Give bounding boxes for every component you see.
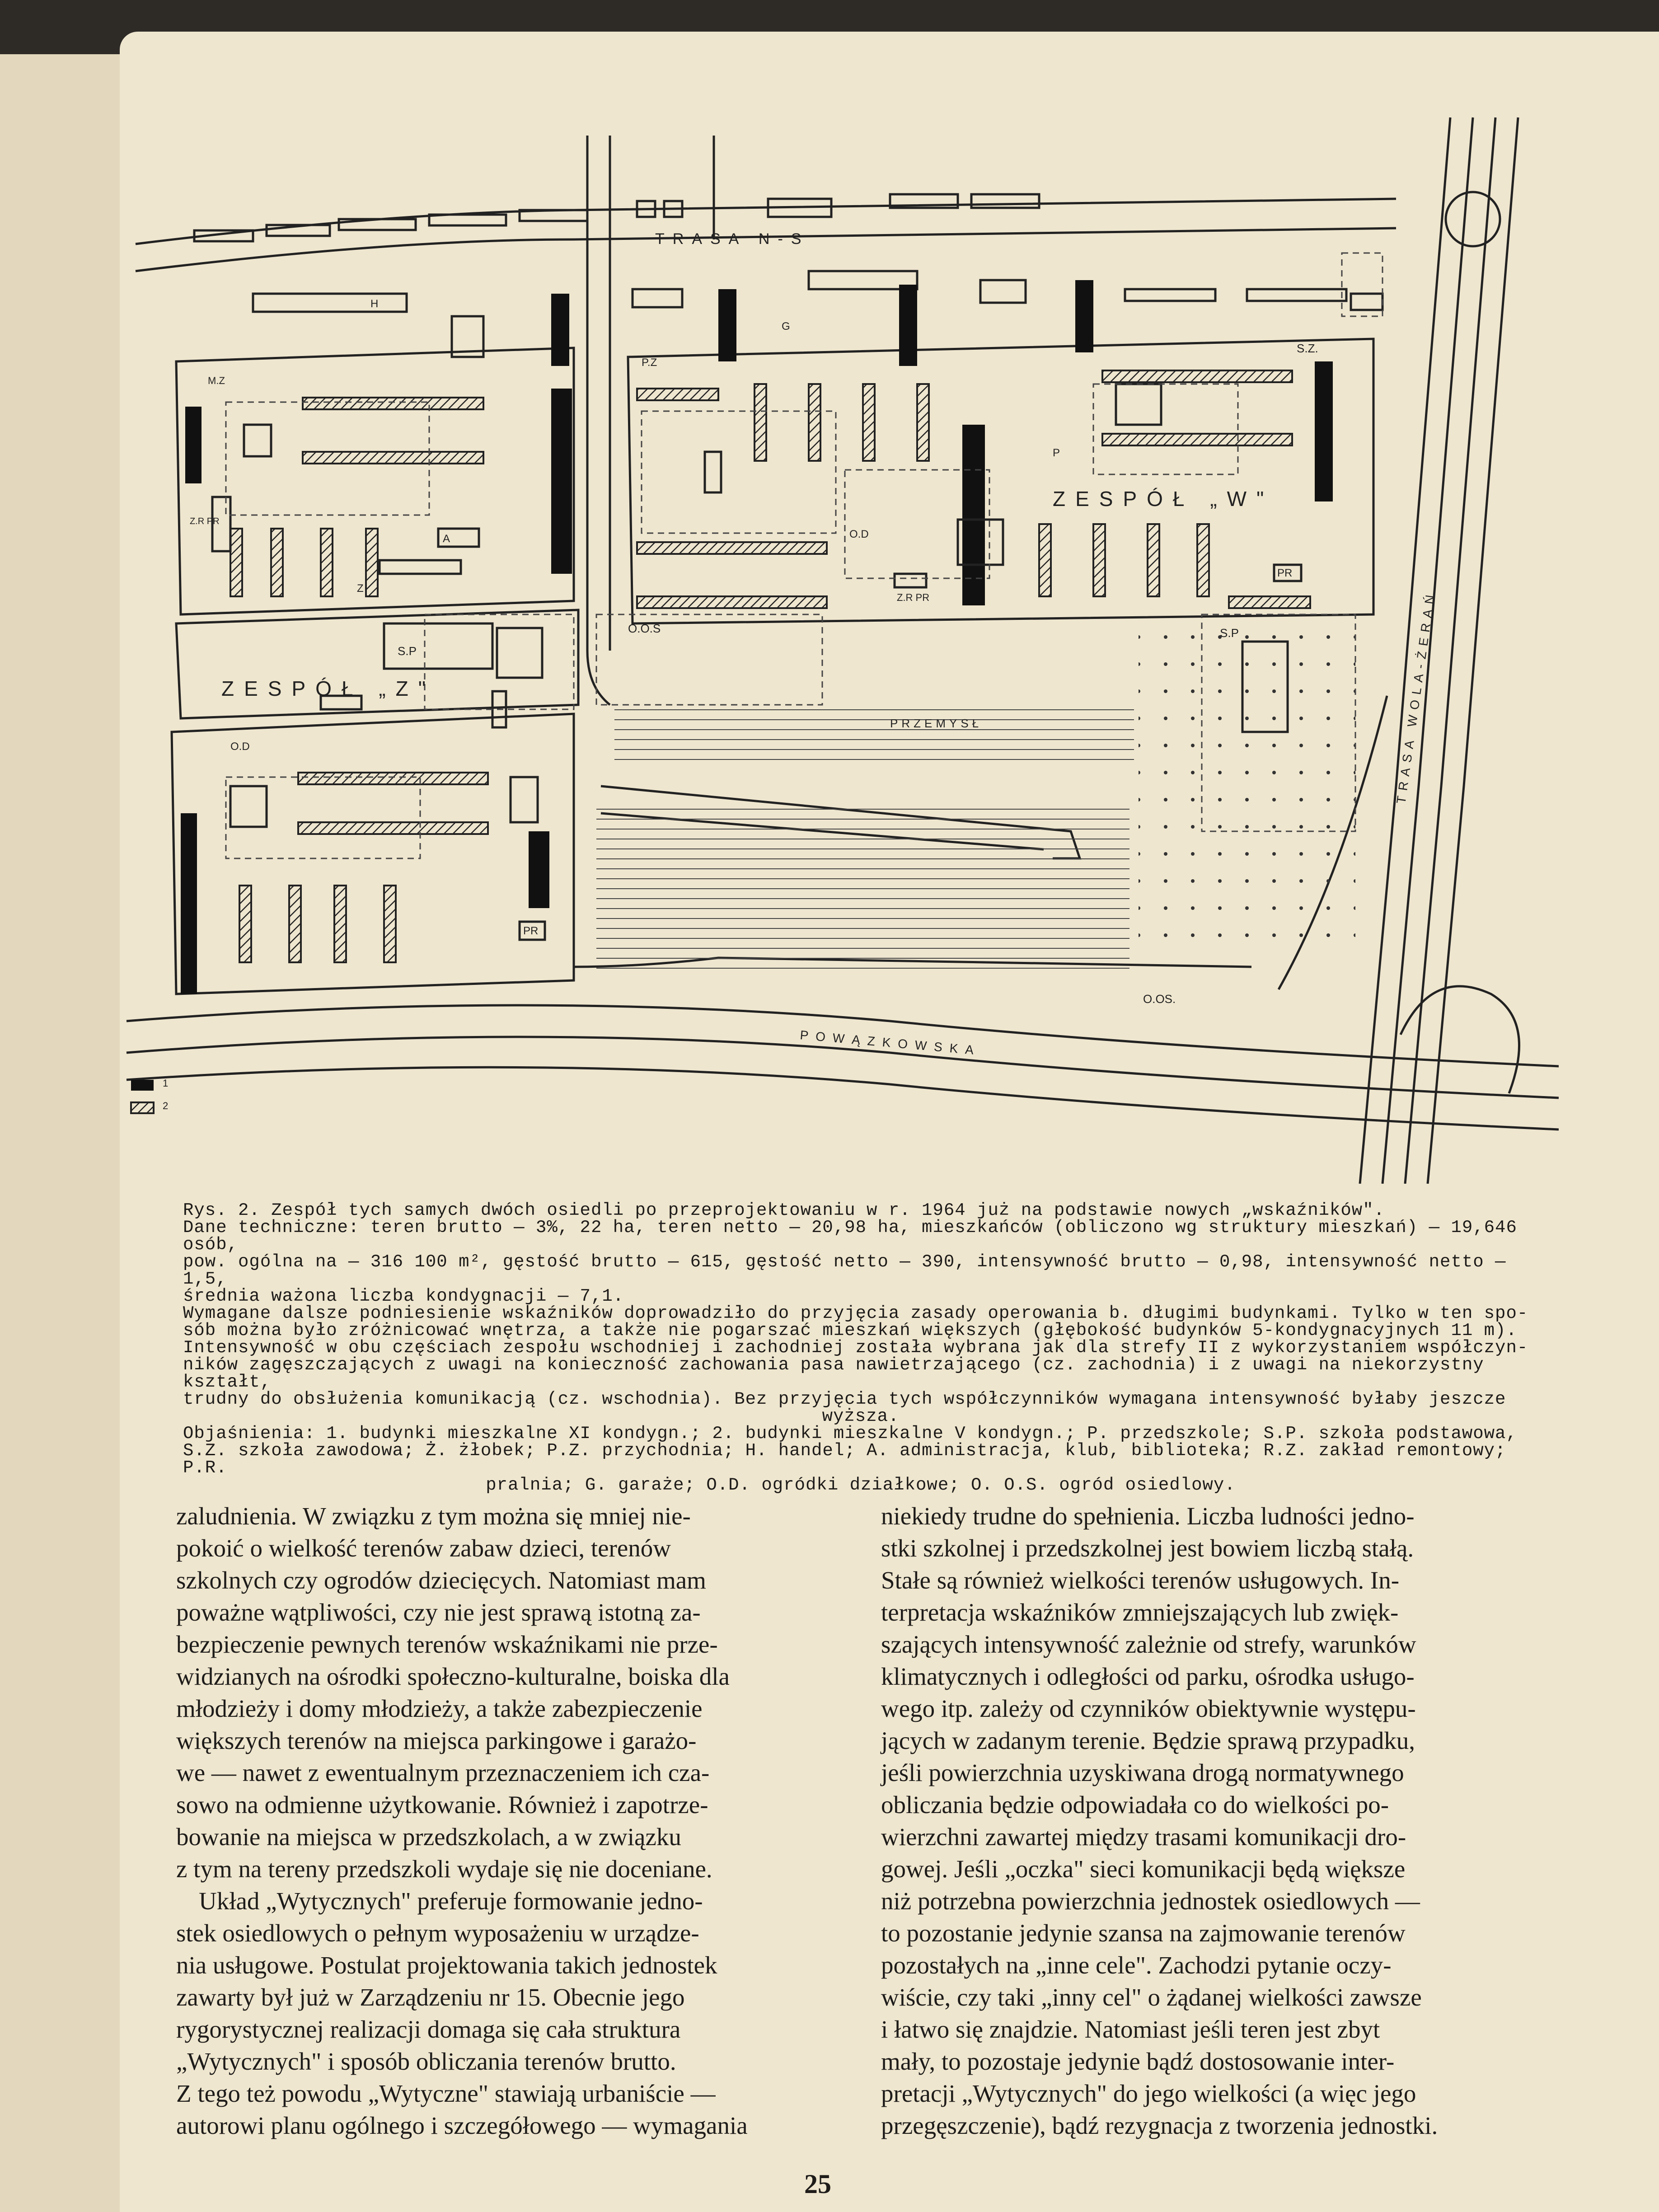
label-pz: P.Z xyxy=(642,356,657,369)
text-line: wiście, czy taki „inny cel" o żądanej wielkości zawsze xyxy=(881,1983,1422,2011)
caption-line: średnia ważona liczba kondygnacji — 7,1. xyxy=(183,1286,624,1306)
text-line: zaludnienia. W związku z tym można się mniej nie- xyxy=(176,1502,691,1530)
text-line: szkolnych czy ogrodów dziecięcych. Natomiast mam xyxy=(176,1566,706,1594)
text-line: rygorystycznej realizacji domaga się cała struktura xyxy=(176,2015,681,2043)
label-g: G xyxy=(782,320,790,333)
label-zespol-z: ZESPÓŁ „Z" xyxy=(221,677,436,700)
caption-line: trudny do obsłużenia komunikacją (cz. wschodnia). Bez przyjęcia tych współczynników wymagana intensywność byłaby jeszcze xyxy=(183,1389,1506,1409)
body-column-left xyxy=(176,1500,818,2142)
text-line: jących w zadanym terenie. Będzie sprawą przypadku, xyxy=(881,1727,1415,1754)
text-line: Stałe są również wielkości terenów usługowych. In- xyxy=(881,1566,1400,1594)
text-line: pokoić o wielkość terenów zabaw dzieci, terenów xyxy=(176,1534,671,1562)
text-line: stek osiedlowych o pełnym wyposażeniu w urządze- xyxy=(176,1919,699,1947)
page-number: 25 xyxy=(804,2169,831,2199)
text-line: we — nawet z ewentualnym przeznaczeniem ich cza- xyxy=(176,1759,710,1786)
text-line: wierzchni zawartej między trasami komunikacji dro- xyxy=(881,1823,1406,1851)
caption-line: pow. ogólna na — 316 100 m², gęstość brutto — 615, gęstość netto — 390, intensywność brutto — 0,98, intensywność netto — 1,5, xyxy=(183,1252,1506,1289)
caption-line: Dane techniczne: teren brutto — 3%, 22 ha, teren netto — 20,98 ha, mieszkańców (obliczono wg struktury mieszkań) — 19,646 osób, xyxy=(183,1218,1517,1255)
label-mz: M.Z xyxy=(208,375,225,386)
label-h: H xyxy=(370,298,379,310)
text-line: bezpieczenie pewnych terenów wskaźnikami nie prze- xyxy=(176,1631,718,1658)
caption-line: Objaśnienia: 1. budynki mieszkalne XI kondygn.; 2. budynki mieszkalne V kondygn.; P. przedszkole; S.P. szkoła podstawowa, xyxy=(183,1424,1517,1443)
text-line: niekiedy trudne do spełnienia. Liczba ludności jedno- xyxy=(881,1502,1415,1530)
text-line: poważne wątpliwości, czy nie jest sprawą istotną za- xyxy=(176,1598,701,1626)
label-sp-right: S.P xyxy=(1220,626,1239,640)
caption-line: sób można było zróżnicować wnętrza, a także nie pogarszać mieszkań większych (głębokość budynków 5-kondygnacyjnych 11 m). xyxy=(183,1321,1517,1340)
body-column-right xyxy=(881,1500,1523,2142)
text-line: młodzieży i domy młodzieży, a także zabezpieczenie xyxy=(176,1695,703,1722)
label-a: A xyxy=(443,533,450,545)
label-oos-top: O.O.S xyxy=(628,622,661,635)
text-line: nia usługowe. Postulat projektowania takich jednostek xyxy=(176,1951,717,1979)
text-line: terpretacja wskaźników zmniejszających lub zwięk- xyxy=(881,1598,1399,1626)
label-z: Z xyxy=(357,582,364,595)
site-plan xyxy=(122,108,1559,1184)
label-od-mid: O.D xyxy=(849,528,869,540)
caption-line: Intensywność w obu częściach zespołu wschodniej i zachodniej została wybrana jak dla strefy II z wykorzystaniem współczyn- xyxy=(183,1338,1528,1358)
text-line: bowanie na miejsca w przedszkolach, a w związku xyxy=(176,1823,681,1851)
caption-line: pralnia; G. garaże; O.D. ogródki działkowe; O. O.S. ogród osiedlowy. xyxy=(486,1475,1236,1495)
label-sp-left: S.P xyxy=(398,644,417,658)
label-zr-pr-mid: Z.R PR xyxy=(897,592,930,603)
text-line: jeśli powierzchnia uzyskiwana drogą normatywnego xyxy=(881,1759,1404,1786)
legend-2: 2 xyxy=(163,1100,169,1111)
text-line: widzianych na ośrodki społeczno-kulturalne, boiska dla xyxy=(176,1663,730,1690)
caption-line: ników zagęszczających z uwagi na konieczność zachowania pasa nawietrzającego (cz. zachodnia) i z uwagi na niekorzystny kształt, xyxy=(183,1355,1484,1392)
caption-line: wyższa. xyxy=(822,1406,900,1426)
label-pr-left: PR xyxy=(523,925,539,937)
label-pr-right: PR xyxy=(1277,567,1293,579)
label-oos-bottom: O.OS. xyxy=(1143,992,1176,1006)
caption-line: S.Z. szkoła zawodowa; Ż. żłobek; P.Z. przychodnia; H. handel; A. administracja, klub, biblioteka; R.Z. zakład remontowy; P.R. xyxy=(183,1441,1506,1478)
site-plan-drawing xyxy=(122,108,1559,1184)
label-powazkowska: POWĄZKOWSKA xyxy=(799,1028,982,1058)
label-sz: S.Z. xyxy=(1297,342,1318,355)
text-line: pretacji „Wytycznych" do jego wielkości (a więc jego xyxy=(881,2080,1416,2107)
label-przemysl: PRZEMYSŁ xyxy=(890,717,983,730)
label-trasa-ns: TRASA N-S xyxy=(655,230,810,248)
left-page-edge xyxy=(0,54,125,2212)
text-line: przegęszczenie), bądź rezygnacja z tworzenia jednostki. xyxy=(881,2112,1438,2139)
text-line: zawarty był już w Zarządzeniu nr 15. Obecnie jego xyxy=(176,1983,685,2011)
text-line: autorowi planu ogólnego i szczegółowego — wymagania xyxy=(176,2112,748,2139)
text-line: Z tego też powodu „Wytyczne" stawiają urbaniście — xyxy=(176,2080,716,2107)
text-line: większych terenów na miejsca parkingowe i garażo- xyxy=(176,1727,697,1754)
text-line: „Wytycznych" i sposób obliczania terenów brutto. xyxy=(176,2048,676,2075)
label-p: P xyxy=(1053,447,1060,459)
text-line: z tym na tereny przedszkoli wydaje się nie doceniane. xyxy=(176,1855,712,1883)
label-zespol-w: ZESPÓŁ „W" xyxy=(1053,487,1274,511)
figure-caption xyxy=(183,1202,1538,1494)
text-line: to pozostanie jedynie szansa na zajmowanie terenów xyxy=(881,1919,1406,1947)
caption-line: Rys. 2. Zespół tych samych dwóch osiedli po przeprojektowaniu w r. 1964 już na podstawie nowych „wskaźników". xyxy=(183,1200,1385,1220)
text-line: klimatycznych i odległości od parku, ośrodka usługo- xyxy=(881,1663,1415,1690)
text-line: Układ „Wytycznych" preferuje formowanie jedno- xyxy=(199,1887,703,1915)
text-line: szających intensywność zależnie od strefy, warunków xyxy=(881,1631,1416,1658)
legend-1: 1 xyxy=(163,1078,169,1089)
text-line: sowo na odmienne użytkowanie. Również i zapotrze- xyxy=(176,1791,708,1818)
text-line: obliczania będzie odpowiadała co do wielkości po- xyxy=(881,1791,1389,1818)
text-line: wego itp. zależy od czynników obiektywnie występu- xyxy=(881,1695,1416,1722)
text-line: gowej. Jeśli „oczka" sieci komunikacji będą większe xyxy=(881,1855,1406,1883)
text-line: i łatwo się znajdzie. Natomiast jeśli teren jest zbyt xyxy=(881,2015,1380,2043)
text-line: mały, to pozostaje jedynie bądź dostosowanie inter- xyxy=(881,2048,1395,2075)
text-line: pozostałych na „inne cele". Zachodzi pytanie oczy- xyxy=(881,1951,1392,1979)
text-line: stki szkolnej i przedszkolnej jest bowiem liczbą stałą. xyxy=(881,1534,1414,1562)
label-od-left: O.D xyxy=(230,740,250,753)
caption-line: Wymagane dalsze podniesienie wskaźników doprowadziło do przyjęcia zasady operowania b. długimi budynkami. Tylko w ten spo- xyxy=(183,1303,1528,1323)
label-trasa-wola-zeran: TRASA WOLA-ŻERAŃ xyxy=(1394,588,1438,805)
text-line: niż potrzebna powierzchnia jednostek osiedlowych — xyxy=(881,1887,1420,1915)
label-zr-pr-left: Z.R PR xyxy=(190,516,220,526)
